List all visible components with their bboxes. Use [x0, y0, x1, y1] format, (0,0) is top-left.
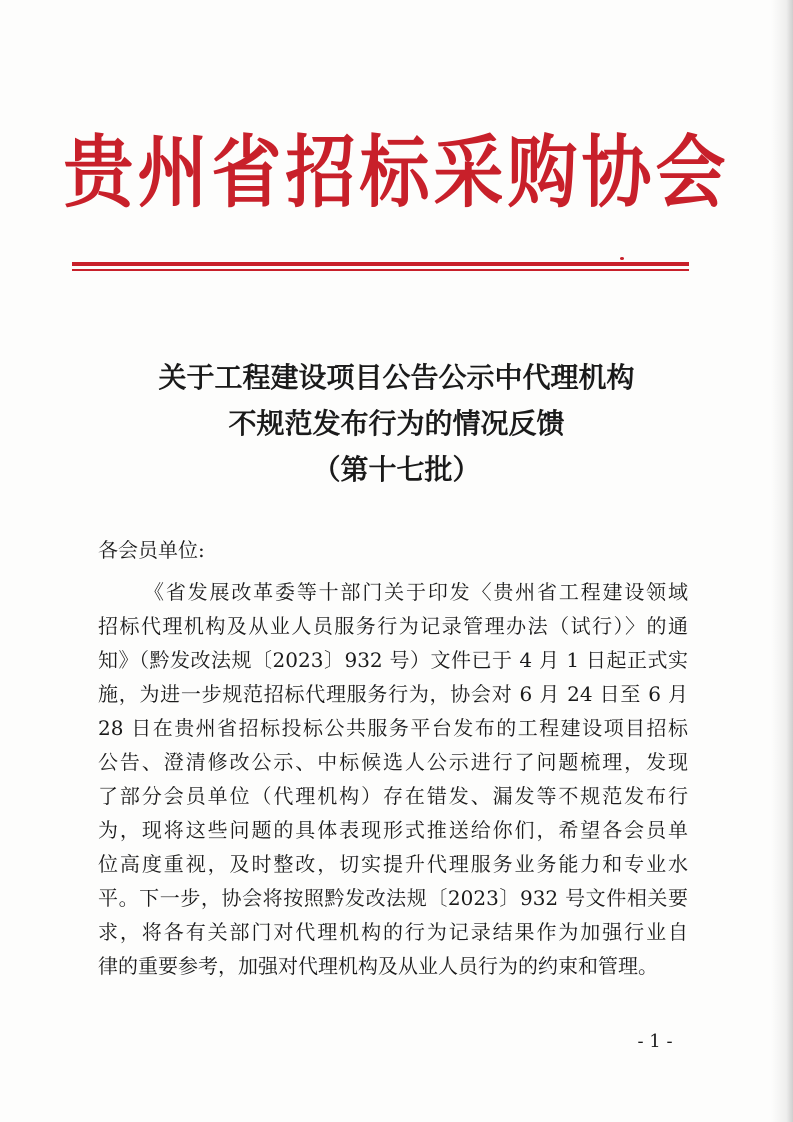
- body-line: 位高度重视，及时整改，切实提升代理服务业务能力和专业水: [98, 852, 688, 876]
- document-title-line-2: 不规范发布行为的情况反馈: [228, 407, 565, 440]
- body-line: 律的重要参考，加强对代理机构及从业人员行为的约束和管理。: [98, 954, 658, 978]
- body-line: 为，现将这些问题的具体表现形式推送给你们，希望各会员单: [98, 818, 688, 842]
- body-line: 《省发展改革委等十部门关于印发〈贵州省工程建设领域: [144, 580, 688, 604]
- body-line: 知》（黔发改法规〔2023〕932 号）文件已于 4 月 1 日起正式实: [98, 648, 688, 672]
- header-rule-thin: [72, 269, 689, 271]
- body-line: 招标代理机构及从业人员服务行为记录管理办法（试行）〉的通: [98, 614, 688, 638]
- body-line: 施，为进一步规范招标代理服务行为，协会对 6 月 24 日至 6 月: [98, 682, 688, 706]
- body-line: 28 日在贵州省招标投标公共服务平台发布的工程建设项目招标: [98, 716, 688, 740]
- body-line: 平。下一步，协会将按照黔发改法规〔2023〕932 号文件相关要: [98, 886, 688, 910]
- body-line: 公告、澄清修改公示、中标候选人公示进行了问题梳理，发现: [98, 750, 688, 774]
- organization-header: 贵州省招标采购协会: [63, 125, 730, 219]
- scan-speck: [620, 257, 624, 260]
- page-number: - 1 -: [637, 1031, 673, 1052]
- salutation: 各会员单位:: [98, 538, 205, 562]
- body-line: 求，将各有关部门对代理机构的行为记录结果作为加强行业自: [98, 920, 688, 944]
- document-title-line-3: （第十七批）: [312, 453, 481, 486]
- body-line: 了部分会员单位（代理机构）存在错发、漏发等不规范发布行: [98, 784, 688, 808]
- document-title-line-1: 关于工程建设项目公告公示中代理机构: [158, 361, 635, 394]
- header-rule-thick: [72, 262, 689, 266]
